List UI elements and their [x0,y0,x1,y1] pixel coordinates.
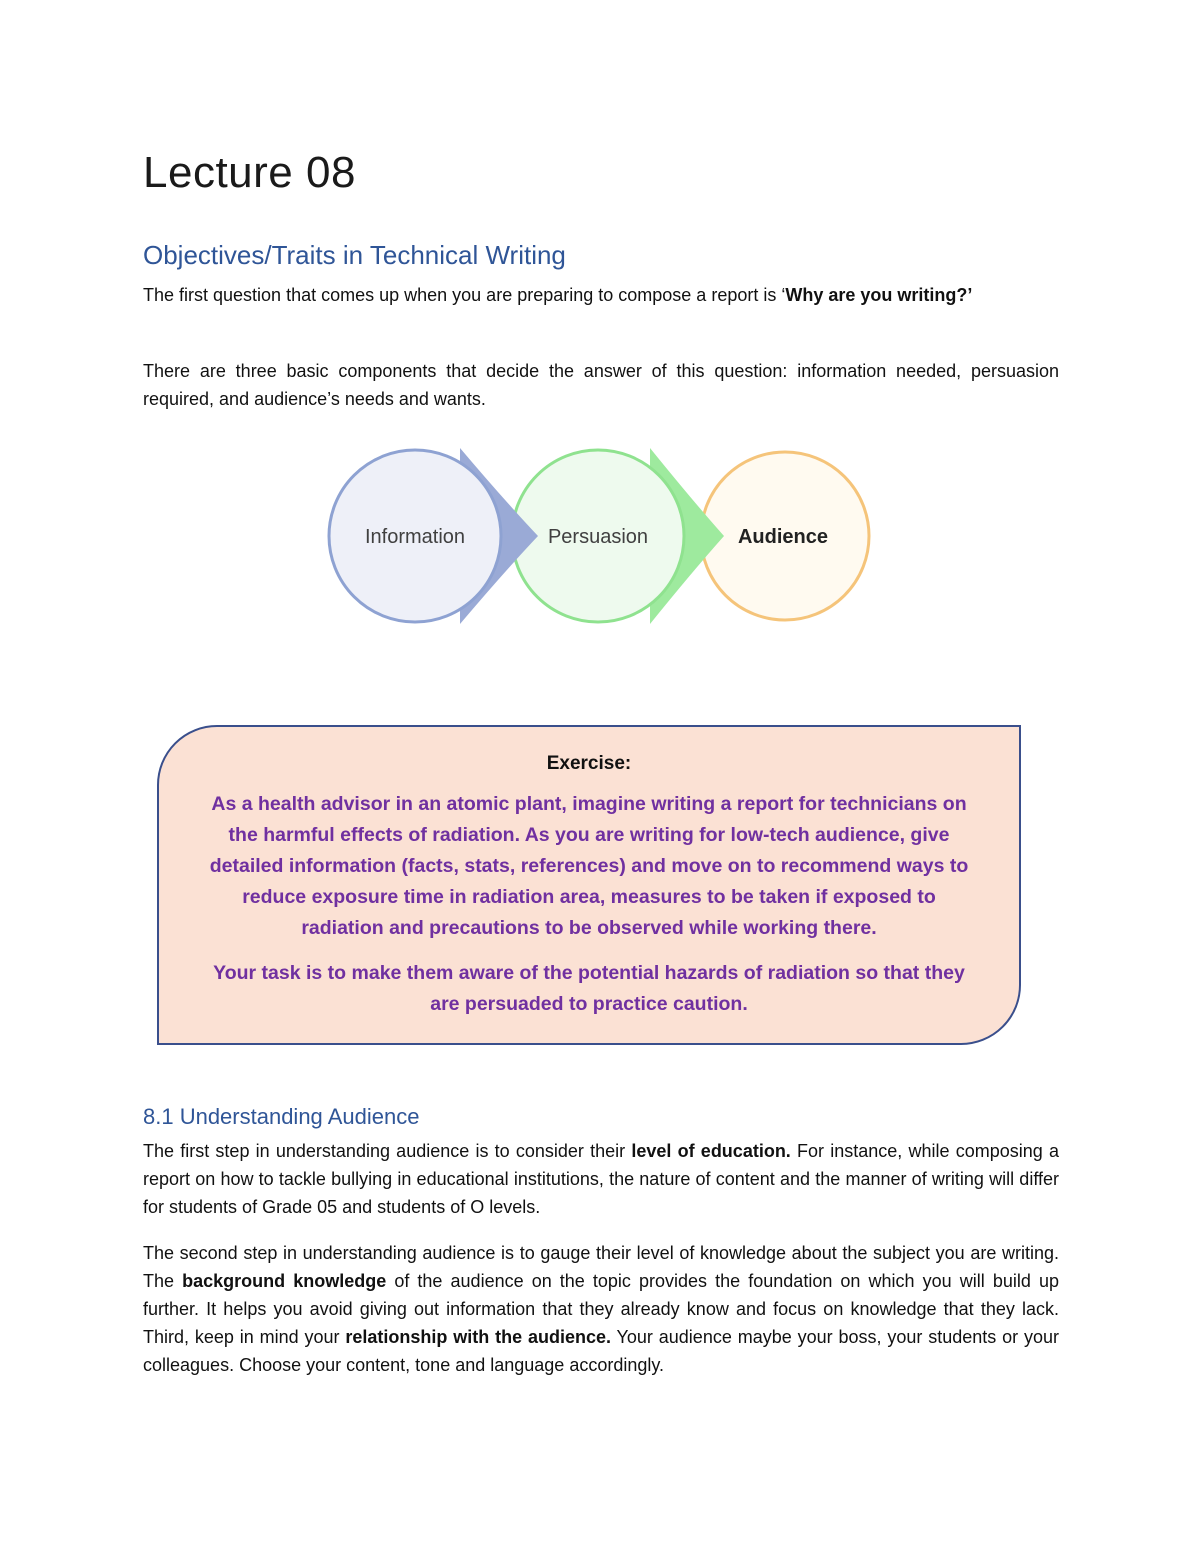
audience-paragraph-1 [143,1137,1059,1221]
exercise-task: Your task is to make them aware of the potential hazards of radiation so that they are persuaded to practice caution. [213,962,965,1015]
section-8-1-heading: 8.1 Understanding Audience [143,1104,420,1129]
components-paragraph: There are three basic components that decide the answer of this question: information needed, persuasion required, and audience’s needs and wants. [143,361,1059,409]
text: For instance, while composing a report on how to tackle bullying in educational institutions, the nature of content and the manner of writing will differ for students of Grade 05 and students of O levels. [143,1141,1059,1217]
bold-text: background knowledge [182,1271,387,1291]
text: The second step in understanding audience is to gauge their level of knowledge about the subject you are writing. The [143,1243,1059,1291]
exercise-title: Exercise: [546,753,632,774]
intro-question: Why are you writing?’ [785,285,973,305]
exercise-box [157,725,1021,1045]
information-label: Information [364,526,466,548]
exercise-text: As a health advisor in an atomic plant, imagine writing a report for technicians on the harmful effects of radiation. As you are writing for low-tech audience, give detailed information (facts, stats, references) and move on to recommend ways to reduce exposure time in radiation area, measures to be taken if exposed to radiation and precautions to be observed while working there. [209,793,969,939]
bold-text: relationship with the audience. [345,1327,612,1347]
text: The first step in understanding audience is to consider their [143,1141,632,1161]
intro-paragraph [143,281,1059,309]
audience-paragraph-2 [143,1239,1059,1379]
components-diagram [320,440,880,640]
intro-text: The first question that comes up when you are preparing to compose a report is ‘ [143,285,786,305]
text: of the audience on the topic provides the foundation on which you will build up further. It helps you avoid giving out information that they already know and focus on knowledge that they lack. Third, keep in mind your [143,1271,1059,1347]
page-title: Lecture 08 [143,148,356,197]
audience-label: Audience [737,526,829,548]
bold-text: level of education. [631,1141,791,1161]
section-heading: Objectives/Traits in Technical Writing [143,240,566,270]
text: Your audience maybe your boss, your students or your colleagues. Choose your content, tone and language accordingly. [143,1327,1060,1375]
persuasion-label: Persuasion [547,526,649,548]
